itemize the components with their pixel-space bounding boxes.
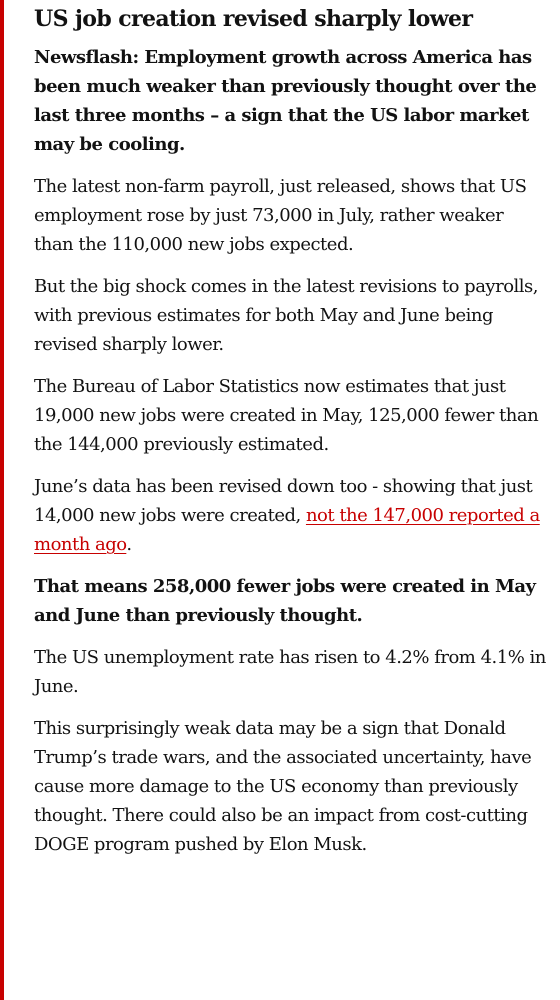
paragraph-june-text: June’s data has been revised down too - showing that just 14,000 new jobs were created,: [34, 476, 533, 526]
paragraph-unemployment: The US unemployment rate has risen to 4.2% from 4.1% in June.: [34, 647, 546, 697]
paragraph-fewer-jobs: That means 258,000 fewer jobs were created in May and June than previously thought.: [34, 576, 536, 626]
newsflash-standfirst: Newsflash: Employment growth across America has been much weaker than previously thought over the last three months – a sign that the US labor market may be cooling.: [34, 47, 537, 155]
paragraph-june: [34, 472, 546, 559]
entry-headline: US job creation revised sharply lower: [34, 6, 473, 32]
paragraph-payroll: The latest non-farm payroll, just released, shows that US employment rose by just 73,000 in July, rather weaker than the 110,000 new jobs expected.: [34, 176, 527, 255]
paragraph-june-end: .: [126, 534, 132, 555]
paragraph-trade-wars: This surprisingly weak data may be a sign that Donald Trump’s trade wars, and the associated uncertainty, have cause more damage to the US economy than previously thought. There could also be an impact from cost-cutting DOGE program pushed by Elon Musk.: [34, 718, 532, 855]
paragraph-revisions: But the big shock comes in the latest revisions to payrolls, with previous estimates for both May and June being revised sharply lower.: [34, 276, 539, 355]
paragraph-bls-may: The Bureau of Labor Statistics now estimates that just 19,000 new jobs were created in May, 125,000 fewer than the 144,000 previously estimated.: [34, 376, 539, 455]
june-report-link[interactable]: not the 147,000 reported a month ago: [34, 505, 540, 555]
